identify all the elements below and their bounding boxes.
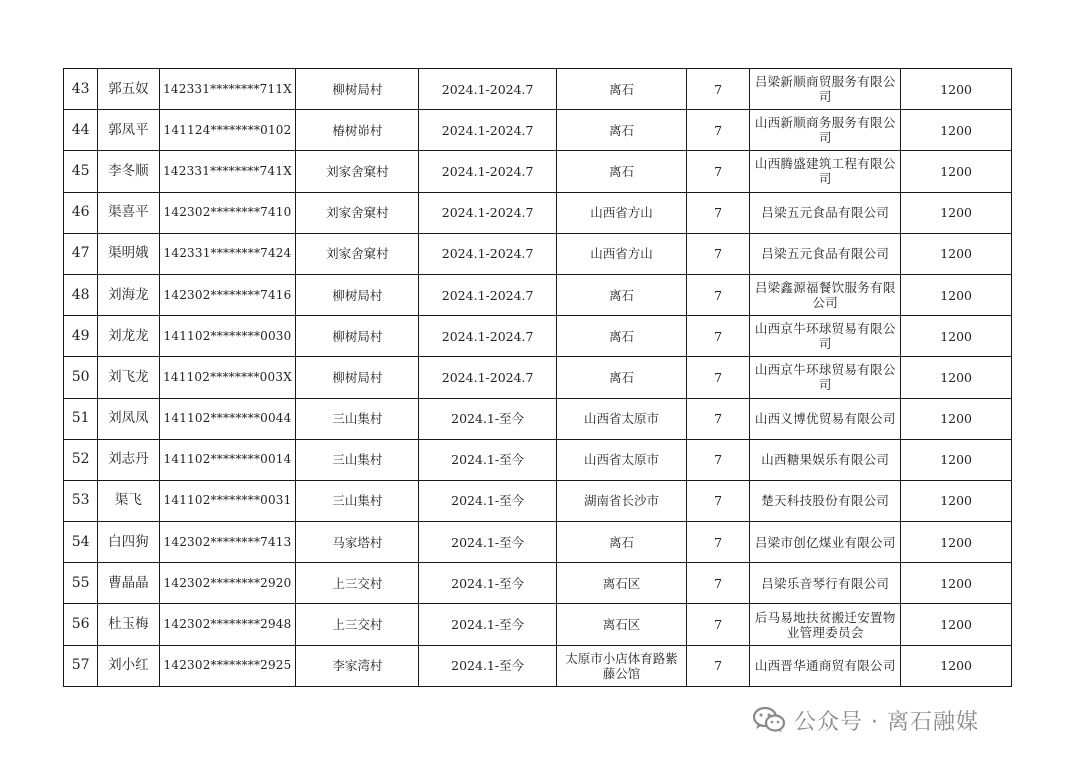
cell-employer: 楚天科技股份有限公司 (750, 480, 901, 521)
cell-period: 2024.1-至今 (419, 563, 557, 604)
subsidy-table-page (63, 68, 1012, 687)
cell-months: 7 (686, 604, 749, 645)
table-body (64, 69, 1012, 687)
cell-village: 马家塔村 (296, 522, 419, 563)
cell-work-location: 山西省方山 (557, 192, 687, 233)
cell-months: 7 (686, 480, 749, 521)
wechat-icon (752, 706, 786, 734)
cell-name: 渠明娥 (98, 233, 159, 274)
cell-period: 2024.1-至今 (419, 604, 557, 645)
cell-employer: 山西新顺商务服务有限公司 (750, 110, 901, 151)
cell-village: 椿树峁村 (296, 110, 419, 151)
cell-period: 2024.1-至今 (419, 480, 557, 521)
cell-village: 三山集村 (296, 480, 419, 521)
cell-work-location: 离石区 (557, 563, 687, 604)
cell-employer: 山西糖果娱乐有限公司 (750, 439, 901, 480)
cell-months: 7 (686, 398, 749, 439)
cell-id-number: 142331********7424 (159, 233, 296, 274)
table-row (64, 151, 1012, 192)
table-row (64, 274, 1012, 315)
cell-village: 柳树局村 (296, 69, 419, 110)
cell-months: 7 (686, 439, 749, 480)
cell-amount: 1200 (901, 233, 1012, 274)
cell-employer: 吕梁鑫源福餐饮服务有限公司 (750, 274, 901, 315)
cell-index: 56 (64, 604, 98, 645)
cell-village: 刘家舍窠村 (296, 233, 419, 274)
cell-months: 7 (686, 69, 749, 110)
cell-period: 2024.1-2024.7 (419, 69, 557, 110)
cell-period: 2024.1-2024.7 (419, 274, 557, 315)
cell-name: 渠喜平 (98, 192, 159, 233)
cell-period: 2024.1-至今 (419, 439, 557, 480)
cell-amount: 1200 (901, 274, 1012, 315)
cell-months: 7 (686, 110, 749, 151)
cell-employer: 山西义博优贸易有限公司 (750, 398, 901, 439)
cell-work-location: 山西省太原市 (557, 439, 687, 480)
cell-name: 刘志丹 (98, 439, 159, 480)
cell-employer: 后马易地扶贫搬迁安置物业管理委员会 (750, 604, 901, 645)
cell-period: 2024.1-2024.7 (419, 151, 557, 192)
cell-name: 刘龙龙 (98, 316, 159, 357)
cell-amount: 1200 (901, 110, 1012, 151)
cell-index: 51 (64, 398, 98, 439)
cell-id-number: 142331********711X (159, 69, 296, 110)
cell-months: 7 (686, 522, 749, 563)
cell-amount: 1200 (901, 522, 1012, 563)
cell-amount: 1200 (901, 604, 1012, 645)
cell-id-number: 142302********2948 (159, 604, 296, 645)
table-row (64, 110, 1012, 151)
cell-index: 45 (64, 151, 98, 192)
cell-village: 刘家舍窠村 (296, 192, 419, 233)
cell-amount: 1200 (901, 645, 1012, 686)
cell-village: 三山集村 (296, 439, 419, 480)
cell-index: 49 (64, 316, 98, 357)
cell-index: 50 (64, 357, 98, 398)
table-row (64, 480, 1012, 521)
cell-work-location: 离石 (557, 522, 687, 563)
cell-index: 44 (64, 110, 98, 151)
cell-employer: 山西腾盛建筑工程有限公司 (750, 151, 901, 192)
table-row (64, 439, 1012, 480)
cell-period: 2024.1-2024.7 (419, 192, 557, 233)
cell-work-location: 离石区 (557, 604, 687, 645)
table-row (64, 645, 1012, 686)
watermark-text: 公众号 · 离石融媒 (794, 709, 979, 735)
cell-name: 李冬顺 (98, 151, 159, 192)
cell-amount: 1200 (901, 69, 1012, 110)
cell-employer: 山西京牛环球贸易有限公司 (750, 316, 901, 357)
cell-work-location: 太原市小店体育路紫藤公馆 (557, 645, 687, 686)
cell-id-number: 142302********7413 (159, 522, 296, 563)
cell-work-location: 离石 (557, 151, 687, 192)
cell-period: 2024.1-2024.7 (419, 110, 557, 151)
cell-work-location: 山西省太原市 (557, 398, 687, 439)
cell-name: 刘海龙 (98, 274, 159, 315)
cell-employer: 吕梁五元食品有限公司 (750, 233, 901, 274)
cell-months: 7 (686, 563, 749, 604)
cell-village: 三山集村 (296, 398, 419, 439)
cell-name: 刘飞龙 (98, 357, 159, 398)
cell-employer: 山西晋华通商贸有限公司 (750, 645, 901, 686)
cell-id-number: 141102********0044 (159, 398, 296, 439)
cell-amount: 1200 (901, 563, 1012, 604)
cell-name: 杜玉梅 (98, 604, 159, 645)
cell-amount: 1200 (901, 398, 1012, 439)
cell-employer: 吕梁五元食品有限公司 (750, 192, 901, 233)
cell-period: 2024.1-至今 (419, 522, 557, 563)
cell-period: 2024.1-至今 (419, 645, 557, 686)
cell-name: 白四狗 (98, 522, 159, 563)
cell-months: 7 (686, 192, 749, 233)
cell-period: 2024.1-2024.7 (419, 316, 557, 357)
cell-index: 54 (64, 522, 98, 563)
cell-village: 柳树局村 (296, 316, 419, 357)
cell-id-number: 141102********0031 (159, 480, 296, 521)
cell-index: 46 (64, 192, 98, 233)
cell-work-location: 离石 (557, 69, 687, 110)
cell-work-location: 离石 (557, 110, 687, 151)
cell-months: 7 (686, 645, 749, 686)
cell-employer: 吕梁乐音琴行有限公司 (750, 563, 901, 604)
cell-employer: 吕梁市创亿煤业有限公司 (750, 522, 901, 563)
cell-index: 53 (64, 480, 98, 521)
cell-name: 郭凤平 (98, 110, 159, 151)
table-row (64, 522, 1012, 563)
cell-months: 7 (686, 316, 749, 357)
cell-index: 48 (64, 274, 98, 315)
cell-id-number: 142302********2920 (159, 563, 296, 604)
cell-id-number: 142302********7410 (159, 192, 296, 233)
cell-index: 55 (64, 563, 98, 604)
cell-id-number: 142331********741X (159, 151, 296, 192)
cell-index: 52 (64, 439, 98, 480)
cell-village: 上三交村 (296, 563, 419, 604)
cell-index: 57 (64, 645, 98, 686)
cell-name: 郭五奴 (98, 69, 159, 110)
cell-id-number: 141102********0014 (159, 439, 296, 480)
cell-name: 刘小红 (98, 645, 159, 686)
table-row (64, 398, 1012, 439)
cell-months: 7 (686, 151, 749, 192)
cell-village: 刘家舍窠村 (296, 151, 419, 192)
cell-name: 曹晶晶 (98, 563, 159, 604)
cell-village: 上三交村 (296, 604, 419, 645)
table-row (64, 563, 1012, 604)
cell-work-location: 离石 (557, 357, 687, 398)
cell-period: 2024.1-至今 (419, 398, 557, 439)
cell-amount: 1200 (901, 316, 1012, 357)
cell-amount: 1200 (901, 151, 1012, 192)
cell-village: 柳树局村 (296, 274, 419, 315)
cell-name: 刘凤凤 (98, 398, 159, 439)
cell-village: 李家湾村 (296, 645, 419, 686)
watermark (752, 703, 979, 737)
cell-id-number: 142302********7416 (159, 274, 296, 315)
cell-work-location: 离石 (557, 274, 687, 315)
table-row (64, 69, 1012, 110)
table-row (64, 357, 1012, 398)
cell-id-number: 142302********2925 (159, 645, 296, 686)
cell-work-location: 湖南省长沙市 (557, 480, 687, 521)
cell-period: 2024.1-2024.7 (419, 233, 557, 274)
cell-work-location: 山西省方山 (557, 233, 687, 274)
cell-months: 7 (686, 357, 749, 398)
cell-index: 47 (64, 233, 98, 274)
cell-amount: 1200 (901, 357, 1012, 398)
cell-id-number: 141124********0102 (159, 110, 296, 151)
cell-amount: 1200 (901, 192, 1012, 233)
cell-amount: 1200 (901, 480, 1012, 521)
table-row (64, 604, 1012, 645)
cell-index: 43 (64, 69, 98, 110)
table-row (64, 316, 1012, 357)
table-row (64, 233, 1012, 274)
table-row (64, 192, 1012, 233)
cell-name: 渠飞 (98, 480, 159, 521)
subsidy-table (63, 68, 1012, 687)
cell-period: 2024.1-2024.7 (419, 357, 557, 398)
cell-months: 7 (686, 233, 749, 274)
cell-id-number: 141102********0030 (159, 316, 296, 357)
cell-work-location: 离石 (557, 316, 687, 357)
cell-village: 柳树局村 (296, 357, 419, 398)
cell-employer: 吕梁新顺商贸服务有限公司 (750, 69, 901, 110)
cell-amount: 1200 (901, 439, 1012, 480)
cell-months: 7 (686, 274, 749, 315)
cell-employer: 山西京牛环球贸易有限公司 (750, 357, 901, 398)
cell-id-number: 141102********003X (159, 357, 296, 398)
